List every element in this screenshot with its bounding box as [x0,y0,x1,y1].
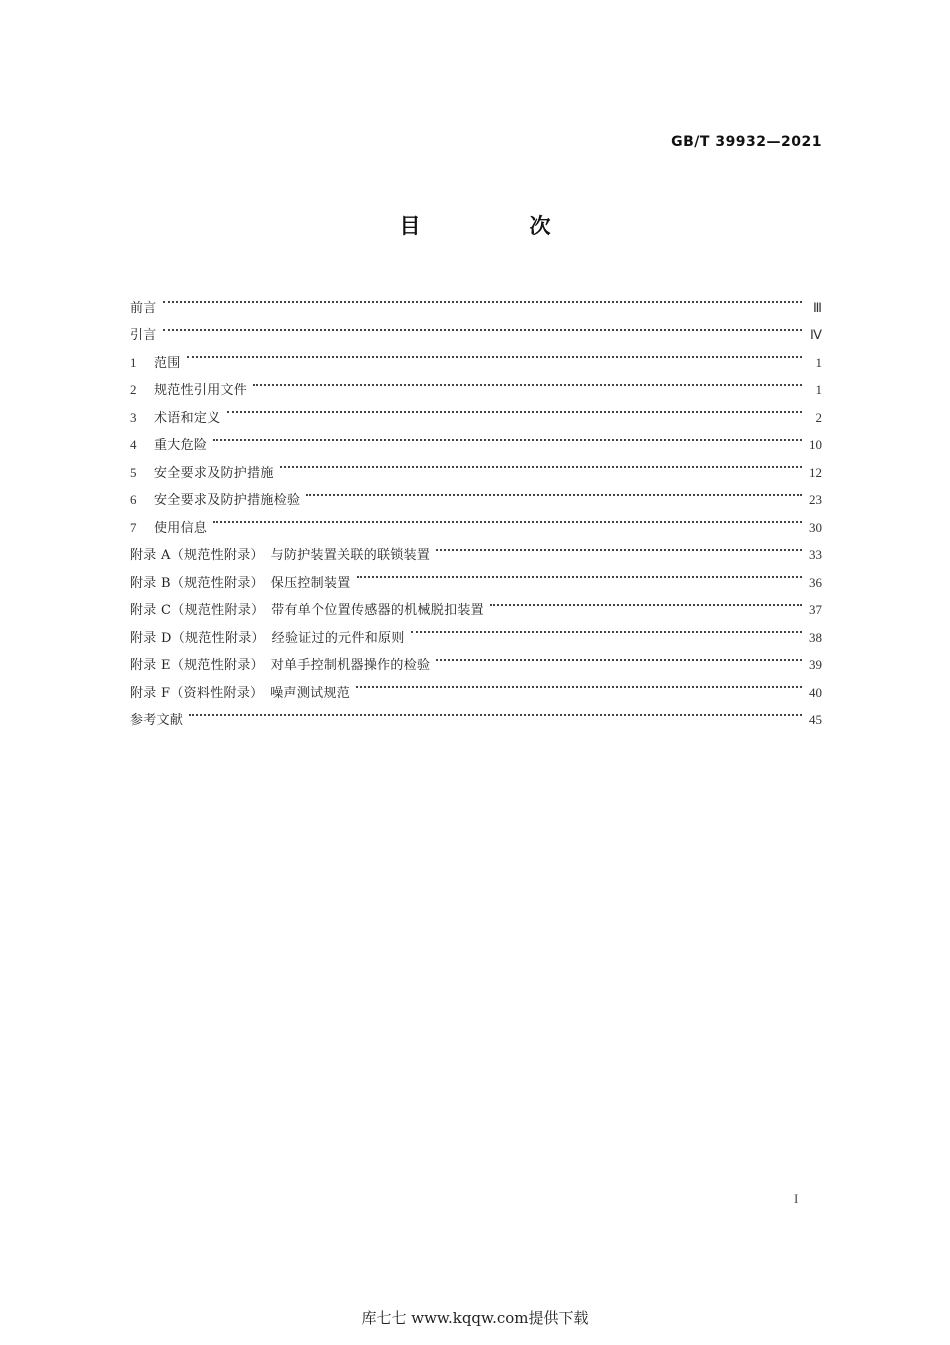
toc-entry-text: 安全要求及防护措施 [154,465,274,481]
toc-entry-significant-hazards[interactable] [130,422,822,453]
toc-entry-page: 12 [809,464,822,480]
toc-entry-safety-requirements[interactable] [130,449,822,481]
toc-leader-dots [436,532,802,560]
toc-entry-normative-references[interactable] [130,367,822,398]
toc-entry-number: 4 [130,437,137,452]
toc-title: 目 次 [399,214,595,238]
toc-entry-page: 30 [809,519,822,535]
toc-entry-text: 引言 [130,328,157,343]
toc-leader-dots [187,339,802,367]
toc-entry-text: 重大危险 [154,438,208,453]
toc-entry-text: 附录 F（资料性附录） 噪声测试规范 [130,685,351,701]
toc-entry-text: 附录 A（规范性附录） 与防护装置关联的联锁装置 [130,548,431,563]
toc-leader-dots [280,449,802,477]
toc-leader-dots [306,477,802,505]
toc-entry-page: 1 [815,354,822,370]
toc-entry-number: 7 [130,519,137,535]
toc-entry-number: 3 [130,409,137,425]
toc-leader-dots [490,587,802,615]
page-number: I [794,1191,799,1206]
toc-entry-text: 附录 B（规范性附录） 保压控制装置 [130,575,351,591]
standard-code: GB/T 39932—2021 [671,134,822,150]
toc-leader-dots [436,642,802,670]
toc-entry-page: 38 [809,629,822,645]
toc-entry-number: 6 [130,492,137,507]
toc-entry-text: 术语和定义 [154,410,221,426]
toc-entry-text: 前言 [130,300,157,316]
download-footer: 库七七 www.kqqw.com提供下载 [361,1309,589,1327]
toc-entry-page: 1 [815,382,822,397]
toc-entry-bibliography[interactable] [130,697,822,728]
toc-entry-page: Ⅲ [813,299,822,315]
toc-entry-page: 2 [815,409,822,425]
toc-entry-foreword[interactable] [130,284,822,316]
toc-entry-text: 附录 D（规范性附录） 经验证过的元件和原则 [130,630,405,646]
toc-leader-dots [213,504,802,532]
toc-entry-page: 45 [809,712,822,727]
toc-leader-dots [213,422,802,450]
toc-entry-scope[interactable] [130,339,822,371]
toc-entry-number: 1 [130,354,137,370]
toc-entry-annex-a[interactable] [130,532,822,563]
toc-entry-text: 附录 E（规范性附录） 对单手控制机器操作的检验 [130,658,431,673]
toc-entry-information-for-use[interactable] [130,504,822,536]
toc-entry-page: 33 [809,547,822,562]
toc-entry-text: 安全要求及防护措施检验 [154,493,301,508]
toc-leader-dots [163,284,802,312]
toc-entry-page: 39 [809,657,822,672]
toc-entry-page: 40 [809,684,822,700]
toc-entry-text: 附录 C（规范性附录） 带有单个位置传感器的机械脱扣装置 [130,603,484,618]
toc-entry-introduction[interactable] [130,312,822,343]
toc-leader-dots [253,367,802,395]
toc-entry-number: 5 [130,464,137,480]
toc-entry-terms-definitions[interactable] [130,394,822,426]
toc-entry-text: 范围 [154,355,181,371]
toc-entry-text: 使用信息 [154,520,208,536]
toc-entry-text: 规范性引用文件 [154,383,248,398]
toc-leader-dots [227,394,802,422]
toc-entry-text: 参考文献 [130,713,184,728]
toc-entry-page: 10 [809,437,822,452]
toc-leader-dots [357,559,802,587]
toc-leader-dots [411,614,802,642]
toc-list [130,284,822,728]
toc-entry-page: 23 [809,492,822,507]
toc-entry-page: Ⅳ [810,327,822,342]
toc-entry-page: 36 [809,574,822,590]
toc-entry-number: 2 [130,382,137,397]
toc-entry-page: 37 [809,602,822,617]
toc-leader-dots [356,669,802,697]
toc-leader-dots [189,697,802,725]
toc-leader-dots [163,312,802,340]
